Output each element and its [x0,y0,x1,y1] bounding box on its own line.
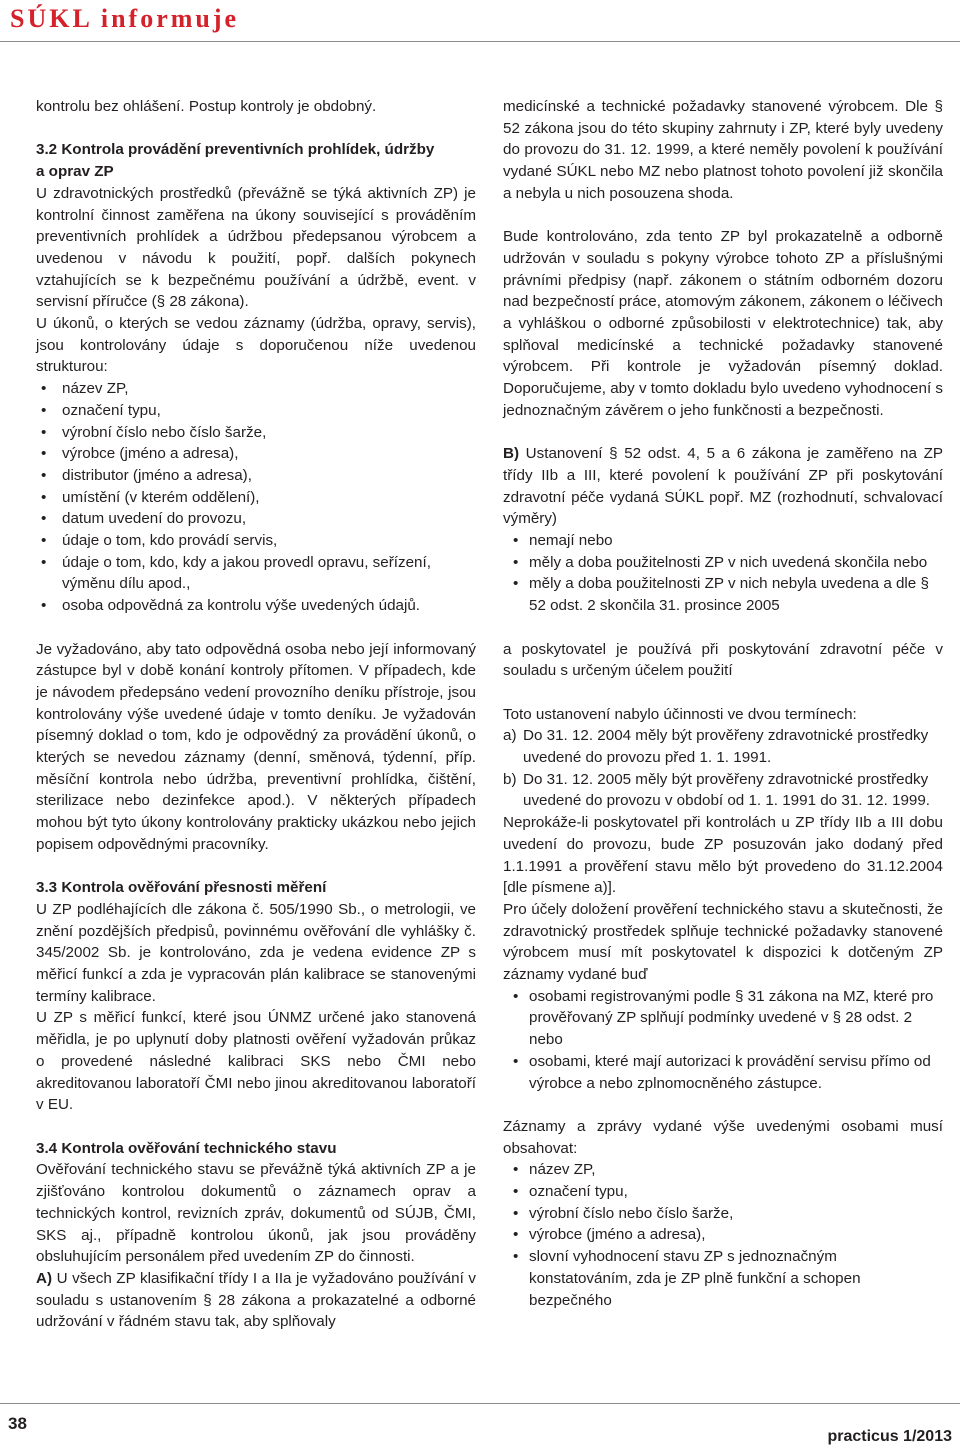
list-item: • výrobní číslo nebo číslo šarže, [36,422,476,444]
page-number: 38 [8,1414,27,1433]
list-item: • výrobce (jméno a adresa), [503,1224,943,1246]
paragraph [503,443,943,530]
list-item: • název ZP, [503,1159,943,1181]
list-marker: b) [503,770,517,788]
list-item: • výrobce (jméno a adresa), [36,443,476,465]
section-3-2-heading [36,139,476,182]
paragraph: U zdravotnických prostředků (převážně se týká aktivních ZP) je kontrolní činnost zaměřena na úkony související s prováděním preventivních prohlídek a údržbou předepsanou výrobcem a uvedenou v návodu k použití, popř. dalších pokynech vztahujících se k bezpečnému používání a údržbě, event. v servisní příručce (§ 28 zákona). [36,184,476,311]
list-marker: a) [503,727,517,745]
paragraph: U ZP podléhajících dle zákona č. 505/1990 Sb., o metrologii, ve znění pozdějších předpisů, povinnému ověřování dle vyhlášky č. 345/2002 Sb. je kontrolováno, zda je vedena evidence ZP s měřicí funkcí a zda je vypracován plán kalibrace se stanovenými termíny kalibrace. [36,900,476,1005]
list-item: • označení typu, [503,1181,943,1203]
paragraph: U ZP s měřicí funkcí, které jsou ÚNMZ určené jako stanovená měřidla, je po uplynutí doby platnosti ověření vyžadován průkaz o provedené následné kalibraci SKS nebo ČMI nebo akreditovanou laboratoří ČMI nebo jinou akreditovanou laboratoří v EU. [36,1009,476,1114]
list-item: • měly a doba použitelnosti ZP v nich nebyla uvedena a dle § 52 odst. 2 skončila 31. prosince 2005 [503,573,943,616]
list-item [503,769,943,812]
magazine-section-title: SÚKL informuje [10,4,240,33]
list-item-text: Do 31. 12. 2005 měly být prověřeny zdravotnické prostředky uvedené do provozu v období od 1. 1. 1991 do 31. 12. 1999. [523,770,931,810]
list-item: • nemají nebo [503,530,943,552]
section-3-3-heading: 3.3 Kontrola ověřování přesnosti měření [36,879,327,897]
paragraph: a poskytovatel je používá při poskytování zdravotní péče v souladu s určeným účelem použití [503,640,943,680]
page-header [0,0,960,42]
record-structure-list [36,378,476,617]
list-item [503,725,943,768]
list-item: • název ZP, [36,378,476,400]
heading-line: 3.2 Kontrola provádění preventivních prohlídek, údržby [36,141,435,159]
section-3-4-heading: 3.4 Kontrola ověřování technického stavu [36,1139,337,1157]
deadline-list [503,725,943,812]
paragraph: U úkonů, o kterých se vedou záznamy (údržba, opravy, servis), jsou kontrolovány údaje s doporučenou níže uvedenou strukturou: [36,315,476,376]
intro-text: kontrolu bez ohlášení. Postup kontroly je obdobný. [36,98,377,115]
heading-line: a oprav ZP [36,163,114,181]
paragraph-text: Ustanovení § 52 odst. 4, 5 a 6 zákona je zaměřeno na ZP třídy IIb a III, které povolení k používání ZP při poskytování zdravotní péče vydaná SÚKL popř. MZ (rozhodnutí, schvalovací výměry) [503,445,943,528]
paragraph [36,1268,476,1333]
list-item-text: Do 31. 12. 2004 měly být prověřeny zdravotnické prostředky uvedené do provozu před 1. 1. 1991. [523,727,929,767]
permit-status-list [503,530,943,617]
authorized-persons-list [503,986,943,1095]
paragraph: Je vyžadováno, aby tato odpovědná osoba nebo její informovaný zástupce byl v době konání kontroly přítomen. V případech, kde je návodem předepsáno vedení provozního deníku přístroje, jsou kontrolovány výše uvedené údaje v tomto deníku. Je vyžadován písemný doklad o tom, kdo je odpovědný za provádění úkonů, o kterých se nevedou záznamy (denní, směnová, týdenní, příp. měsíční kontrola nebo údržba, preventivní prohlídka, čištění, sterilizace nebo dezinfekce apod.). V některých případech mohou být tyto úkony kontrolovány prakticky ukázkou nebo jejich popisem odpovědnými pracovníky. [36,640,476,853]
issue-label: practicus 1/2013 [827,1428,952,1445]
list-item: • údaje o tom, kdo provádí servis, [36,530,476,552]
right-column [503,96,943,1311]
paragraph: medicínské a technické požadavky stanovené výrobcem. Dle § 52 zákona jsou do této skupiny zahrnuty i ZP, které byly uvedeny do provozu do 31. 12. 1999, a které neměly povolení k používání vydané SÚKL nebo MZ nebo platnost tohoto povolení již skončila a nebyla u nich posouzena shoda. [503,98,943,202]
list-item: • osobami registrovanými podle § 31 zákona na MZ, které pro prověřovaný ZP splňují podmínky uvedené v § 28 odst. 2 nebo [503,986,943,1051]
list-item: • datum uvedení do provozu, [36,508,476,530]
list-item: • osobami, které mají autorizaci k provádění servisu přímo od výrobce a nebo zplnomocněného zástupce. [503,1051,943,1094]
list-item: • distributor (jméno a adresa), [36,465,476,487]
list-item: • údaje o tom, kdo, kdy a jakou provedl opravu, seřízení, výměnu dílu apod., [36,552,476,595]
list-item: • slovní vyhodnocení stavu ZP s jednoznačným konstatováním, zda je ZP plně funkční a schopen bezpečného [503,1246,943,1311]
list-item: • výrobní číslo nebo číslo šarže, [503,1203,943,1225]
paragraph: Neprokáže-li poskytovatel při kontrolách u ZP třídy IIb a III dobu uvedení do provozu, bude ZP posuzován jako dodaný před 1.1.1991 a prověření stavu mělo být provedeno do 31.12.2004 [dle písmene a)]. [503,814,943,897]
header-divider [0,41,960,42]
paragraph: Pro účely doložení prověření technického stavu a skutečnosti, že zdravotnický prostředek splňuje technické požadavky stanovené výrobcem musí mít poskytovatel k dispozici k dotčeným ZP záznamy vydané buď [503,900,943,984]
list-item: • měly a doba použitelnosti ZP v nich uvedená skončila nebo [503,552,943,574]
paragraph: Ověřování technického stavu se převážně týká aktivních ZP a je zjišťováno kontrolou dokumentů o záznamech oprav a technických kontrol, revizních zpráv, dokumentů od SÚJB, ČMI, SKS aj., případně kontrolou úkonů, jak jsou prováděny obsluhujícím personálem před uvedením ZP do činnosti. [36,1161,476,1266]
item-label-a: A) [36,1269,53,1287]
record-contents-list [503,1159,943,1311]
left-column [36,96,476,1333]
item-label-b: B) [503,445,520,463]
list-item: • osoba odpovědná za kontrolu výše uvedených údajů. [36,595,476,617]
paragraph: Záznamy a zprávy vydané výše uvedenými osobami musí obsahovat: [503,1117,943,1157]
list-item: • označení typu, [36,400,476,422]
paragraph: Bude kontrolováno, zda tento ZP byl prokazatelně a odborně udržován v souladu s pokyny výrobce tohoto ZP a příslušnými právními předpisy (např. zákonem o státním odborném dozoru nad bezpečností práce, atomovým zákonem, zákonem o léčivech a vyhláškou o odborné způsobilosti v elektrotechnice) tak, aby splňoval medicínské a technické požadavky stanovené výrobcem. Při kontrole je vyžadován písemný doklad. Doporučujeme, aby v tomto dokladu bylo uvedeno vyhodnocení s jednoznačným závěrem o jeho funkčnosti a bezpečnosti. [503,228,943,419]
list-item: • umístění (v kterém oddělení), [36,487,476,509]
paragraph-text: U všech ZP klasifikační třídy I a IIa je vyžadováno používání v souladu s ustanovením § 28 zákona a prokazatelné a odborné udržování v řádném stavu tak, aby splňovaly [36,1269,476,1331]
footer-divider [0,1403,960,1404]
paragraph: Toto ustanovení nabylo účinnosti ve dvou termínech: [503,705,857,723]
